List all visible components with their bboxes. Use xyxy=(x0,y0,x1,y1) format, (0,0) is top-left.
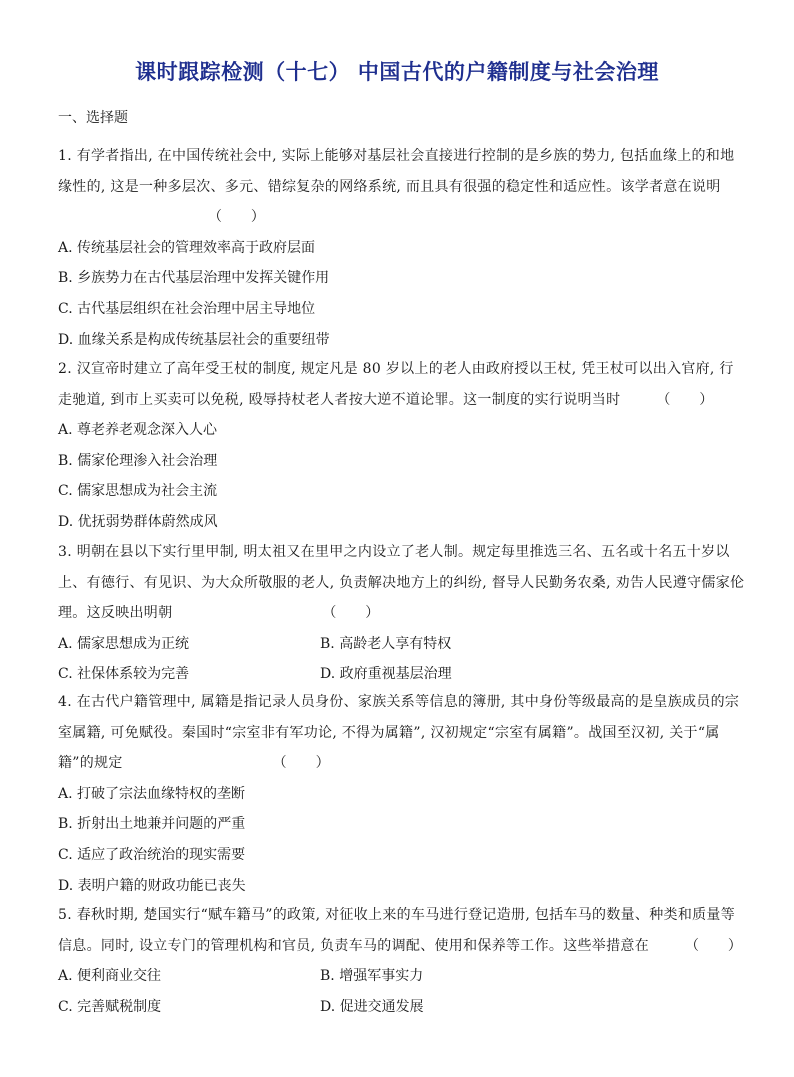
answer-bracket: （ ） xyxy=(208,209,266,226)
answer-bracket: （ ） xyxy=(322,605,380,622)
option-d: D. 优抚弱势群体蔚然成风 xyxy=(58,513,218,530)
question-4 xyxy=(58,687,748,901)
question-stem: 5. 春秋时期, 楚国实行“赋车籍马”的政策, 对征收上来的车马进行登记造册, 包括车马的数量、种类和质量等信息。同时, 设立专门的管理机构和官员, 负责车马的调配、使用和保养等工作。这些举措意在 （ ） xyxy=(58,900,748,961)
option-c: C. 适应了政治统治的现实需要 xyxy=(58,846,246,863)
question-stem: 1. 有学者指出, 在中国传统社会中, 实际上能够对基层社会直接进行控制的是乡族的势力, 包括血缘上的和地缘性的, 这是一种多层次、多元、错综复杂的网络系统, 而且具有很强的稳定性和适应性。该学者意在说明（ ） xyxy=(58,141,748,233)
option-c: C. 古代基层组织在社会治理中居主导地位 xyxy=(58,300,316,317)
option-b: B. 儒家伦理渗入社会治理 xyxy=(58,452,218,469)
option-c: C. 社保体系较为完善 xyxy=(58,666,190,683)
question-stem: 4. 在古代户籍管理中, 属籍是指记录人员身份、家族关系等信息的簿册, 其中身份等级最高的是皇族成员的宗室属籍, 可免赋役。秦国时“宗室非有军功论, 不得为属籍”, 汉初规定“宗室有属籍”。战国至汉初, 关于“属籍”的规定 （ ） xyxy=(58,687,748,779)
option-a: A. 便利商业交往 xyxy=(58,968,162,985)
page-title: 课时跟踪检测（十七） 中国古代的户籍制度与社会治理 xyxy=(135,60,659,84)
option-b: B. 高龄老人享有特权 xyxy=(320,635,452,652)
option-d: D. 表明户籍的财政功能已丧失 xyxy=(58,877,246,894)
option-b: B. 增强军事实力 xyxy=(320,968,424,985)
options-row xyxy=(58,961,748,992)
option-a: A. 儒家思想成为正统 xyxy=(58,635,190,652)
question-stem: 3. 明朝在县以下实行里甲制, 明太祖又在里甲之内设立了老人制。规定每里推选三名、五名或十名五十岁以上、有德行、有见识、为大众所敬服的老人, 负责解决地方上的纠纷, 督导人民勤务农桑, 劝告人民遵守儒家伦理。这反映出明朝 （ ） xyxy=(58,537,748,629)
options-row xyxy=(58,659,748,690)
options-row xyxy=(58,992,748,1023)
option-b: B. 折射出土地兼并问题的严重 xyxy=(58,816,246,833)
question-3 xyxy=(58,537,748,690)
option-d: D. 促进交通发展 xyxy=(320,998,424,1015)
option-a: A. 打破了宗法血缘特权的垄断 xyxy=(58,785,246,802)
options-row xyxy=(58,629,748,660)
answer-bracket: （ ） xyxy=(685,937,743,954)
question-5 xyxy=(58,900,748,1022)
option-d: D. 政府重视基层治理 xyxy=(320,666,452,683)
answer-bracket: （ ） xyxy=(656,391,714,408)
answer-bracket: （ ） xyxy=(272,755,330,772)
option-b: B. 乡族势力在古代基层治理中发挥关键作用 xyxy=(58,270,330,287)
question-stem: 2. 汉宣帝时建立了高年受王杖的制度, 规定凡是 80 岁以上的老人由政府授以王杖, 凭王杖可以出入官府, 行走驰道, 到市上买卖可以免税, 殴辱持杖老人者按大逆不道论罪。这一制度的实行说明当时 （ ） xyxy=(58,354,748,415)
option-d: D. 血缘关系是构成传统基层社会的重要纽带 xyxy=(58,331,330,348)
section-heading: 一、选择题 xyxy=(58,110,128,126)
option-c: C. 完善赋税制度 xyxy=(58,998,162,1015)
option-c: C. 儒家思想成为社会主流 xyxy=(58,483,218,500)
question-2 xyxy=(58,354,748,538)
option-a: A. 传统基层社会的管理效率高于政府层面 xyxy=(58,239,316,256)
option-a: A. 尊老养老观念深入人心 xyxy=(58,422,218,439)
question-1 xyxy=(58,141,748,355)
